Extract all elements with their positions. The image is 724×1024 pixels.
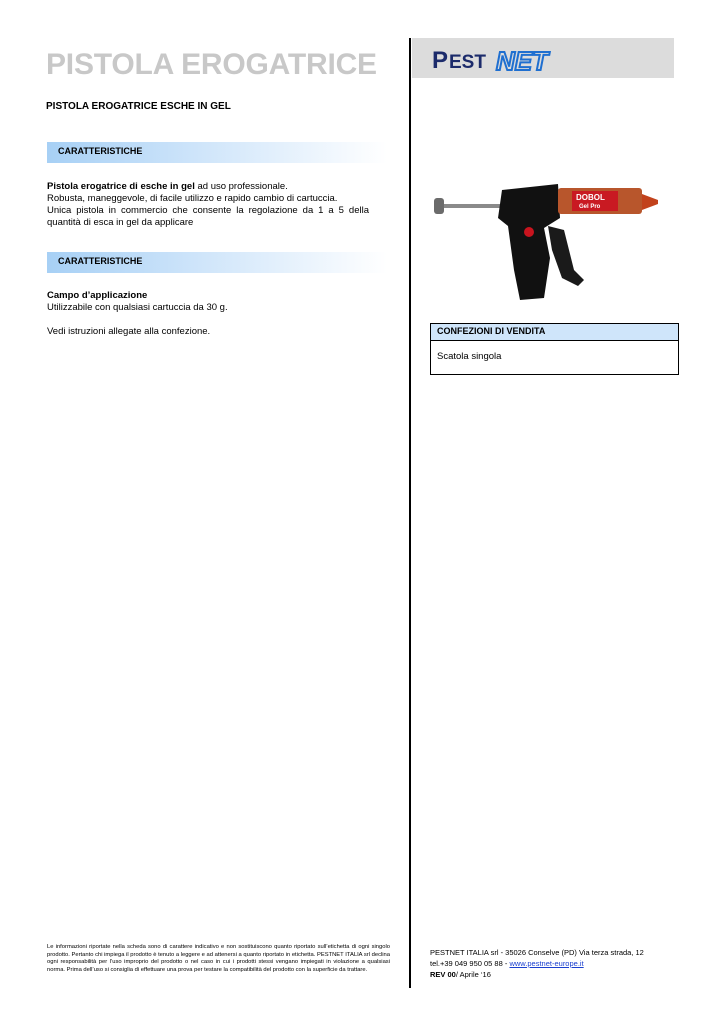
column-divider [409,38,411,988]
red-button [524,227,534,237]
packaging-value: Scatola singola [437,351,502,362]
product-subtitle: PISTOLA EROGATRICE ESCHE IN GEL [46,101,231,112]
text-line: Vedi istruzioni allegate alla confezione. [47,326,211,337]
plunger-knob [434,198,444,214]
section-heading-label: CARATTERISTICHE [58,256,143,266]
website-link[interactable]: www.pestnet-europe.it [509,959,584,968]
svg-text:EST: EST [449,52,486,73]
section-heading-application [47,252,387,273]
text-line: Utilizzabile con qualsiasi cartuccia da 30 g. [47,302,228,313]
pestnet-logo [430,40,610,76]
disclaimer-text: Le informazioni riportate nella scheda sono di carattere indicativo e non sostituiscono quanto riportato sull’etichetta di ogni singolo prodotto. Pertanto chi impiega il prodotto è tenuto a leggere e ad attenersi a quanto riportato in etichetta. PESTNET ITALIA srl declina ogni responsabilità per l’uso improprio del prodotto o nel caso in cui i prodotti stessi vengano impiegati in violazione a qualsiasi norma. Prima dell’uso si consiglia di effettuare una prova per testare la compatibilità del prodotto con la superficie da trattare. [47,944,390,973]
svg-text:NET: NET [496,46,548,76]
cartridge-nozzle [642,194,658,210]
revision-date: / Aprile ‘16 [455,970,491,979]
text-line: Unica pistola in commercio che consente la regolazione da 1 a 5 della quantità di esca in gel da applicare [47,205,369,228]
characteristics-text [47,181,369,229]
text-line: Robusta, maneggevole, di facile utilizzo e rapido cambio di cartuccia. [47,193,338,204]
page-title: PISTOLA EROGATRICE [46,48,377,81]
section-heading-characteristics [47,142,387,163]
packaging-heading-label: CONFEZIONI DI VENDITA [437,326,546,336]
company-info [430,947,644,980]
gel-gun-image [432,174,672,304]
company-address: PESTNET ITALIA srl - 35026 Conselve (PD) Via terza strada, 12 [430,948,644,957]
section-heading-label: CARATTERISTICHE [58,146,143,156]
brand-logo-panel [412,38,674,78]
application-text [47,290,369,338]
packaging-table [430,323,679,375]
lead-rest: ad uso professionale. [194,181,288,192]
lead-bold: Campo d’applicazione [47,290,148,301]
cartridge-product: Gel Pro [579,204,601,210]
gun-trigger [548,226,584,286]
lead-bold: Pistola erogatrice di esche in gel [47,181,195,192]
packaging-heading [431,324,678,341]
revision-label: REV 00 [430,970,456,979]
svg-text:P: P [432,47,449,74]
cartridge-brand: DOBOL [576,193,605,202]
company-phone: tel.+39 049 950 05 88 - [430,959,510,968]
